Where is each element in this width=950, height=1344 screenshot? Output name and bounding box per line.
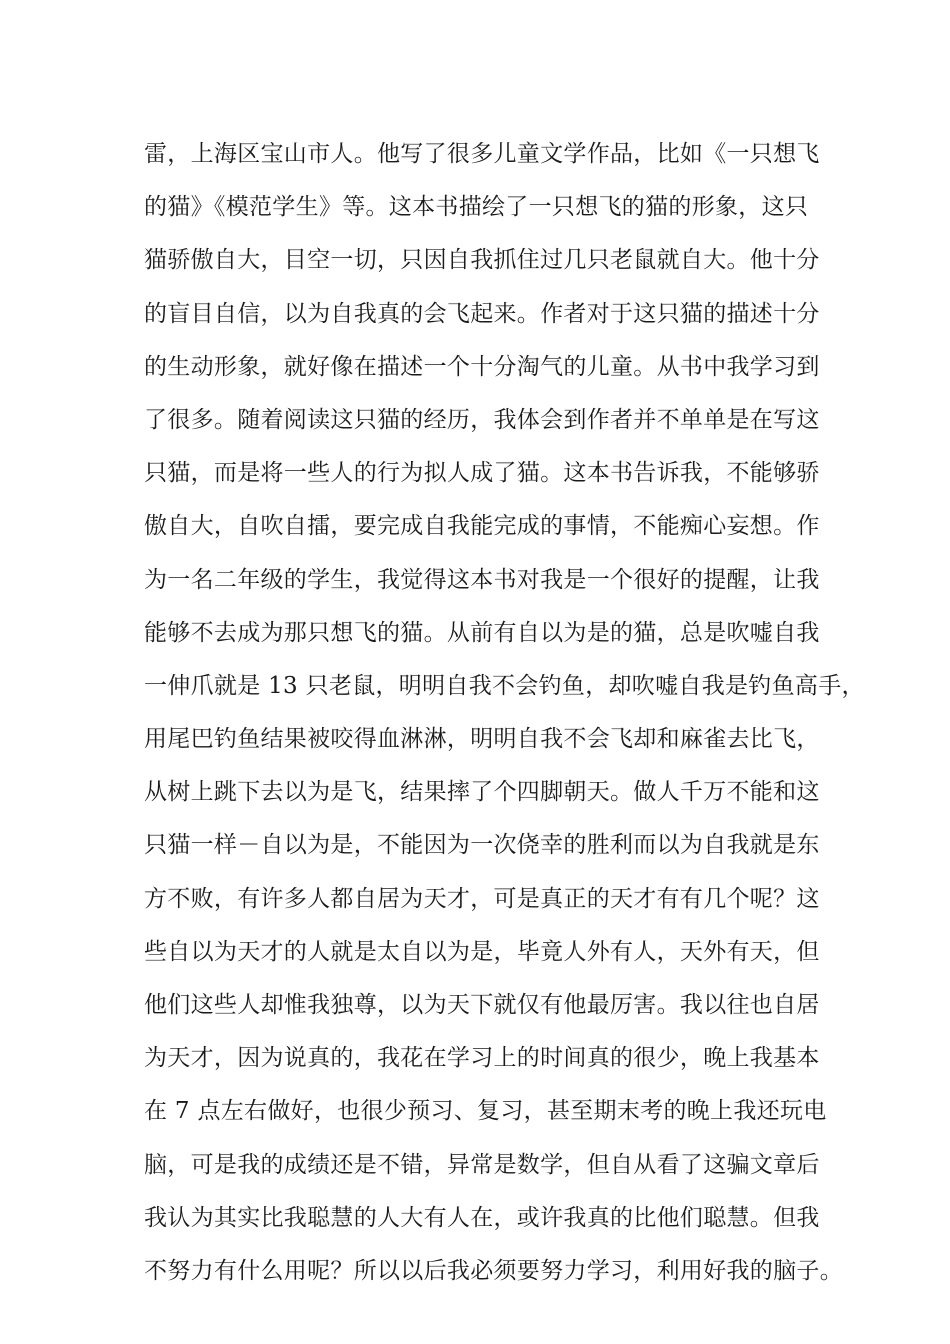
text-line: 脑，可是我的成绩还是不错，异常是数学，但自从看了这骗文章后 xyxy=(144,1151,820,1178)
text-line: 的盲目自信，以为自我真的会飞起来。作者对于这只猫的描述十分 xyxy=(144,300,820,327)
text-line: 方不败，有许多人都自居为天才，可是真正的天才有有几个呢？这 xyxy=(144,885,820,912)
text-line: 雷，上海区宝山市人。他写了很多儿童文学作品，比如《一只想飞 xyxy=(144,141,820,167)
text-line: 一伸爪就是 13 只老鼠，明明自我不会钓鱼，却吹嘘自我是钓鱼高手， xyxy=(144,672,865,699)
text-line: 为一名二年级的学生，我觉得这本书对我是一个很好的提醒，让我 xyxy=(144,566,820,593)
text-line: 的猫》《模范学生》等。这本书描绘了一只想飞的猫的形象，这只 xyxy=(144,194,809,221)
text-line: 不努力有什么用呢？所以以后我必须要努力学习，利用好我的脑子。 xyxy=(144,1257,843,1284)
text-line: 为天才，因为说真的，我花在学习上的时间真的很少，晚上我基本 xyxy=(144,1045,820,1072)
text-line: 只猫，而是将一些人的行为拟人成了猫。这本书告诉我，不能够骄 xyxy=(144,460,820,487)
text-line: 只猫一样－自以为是，不能因为一次侥幸的胜利而以为自我就是东 xyxy=(144,832,820,859)
text-line: 傲自大，自吹自擂，要完成自我能完成的事情，不能痴心妄想。作 xyxy=(144,513,820,540)
text-line: 我认为其实比我聪慧的人大有人在，或许我真的比他们聪慧。但我 xyxy=(144,1204,820,1231)
text-line: 猫骄傲自大，目空一切，只因自我抓住过几只老鼠就自大。他十分 xyxy=(144,247,820,274)
text-line: 能够不去成为那只想飞的猫。从前有自以为是的猫，总是吹嘘自我 xyxy=(144,619,820,646)
text-line: 在 7 点左右做好，也很少预习、复习，甚至期末考的晚上我还玩电 xyxy=(144,1098,827,1125)
body-text xyxy=(144,128,865,1298)
text-line: 用尾巴钓鱼结果被咬得血淋淋，明明自我不会飞却和麻雀去比飞， xyxy=(144,726,820,753)
text-line: 的生动形象，就好像在描述一个十分淘气的儿童。从书中我学习到 xyxy=(144,353,820,380)
text-line: 些自以为天才的人就是太自以为是，毕竟人外有人，天外有天，但 xyxy=(144,938,820,965)
text-line: 他们这些人却惟我独尊，以为天下就仅有他最厉害。我以往也自居 xyxy=(144,992,820,1018)
text-line: 了很多。随着阅读这只猫的经历，我体会到作者并不单单是在写这 xyxy=(144,406,820,433)
text-line: 从树上跳下去以为是飞，结果摔了个四脚朝天。做人千万不能和这 xyxy=(144,779,820,806)
